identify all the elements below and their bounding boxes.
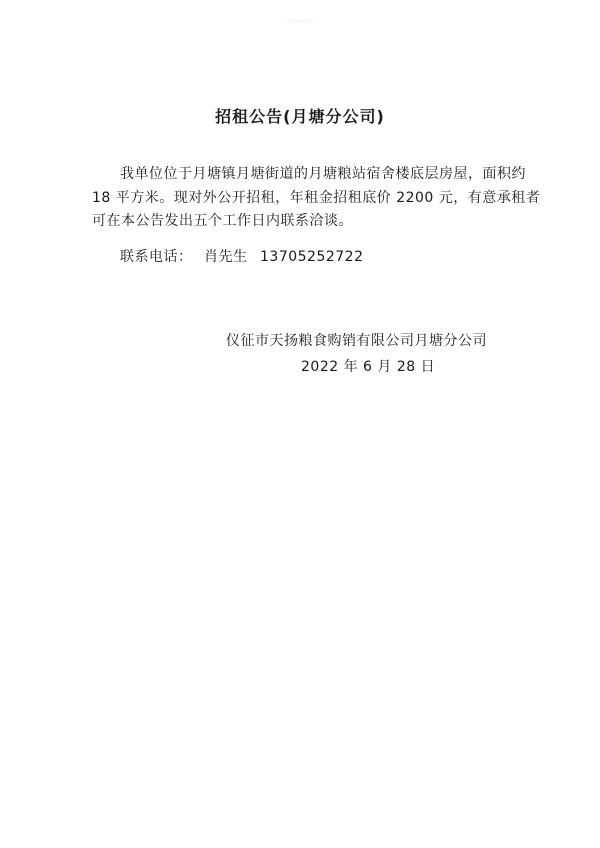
issuer-signature: 仪征市天扬粮食购销有限公司月塘分公司 xyxy=(226,333,487,349)
body-line-1 xyxy=(92,163,526,187)
body-line-2: 18 平方米。现对外公开招租，年租金招租底价 2200 元，有意承租者 xyxy=(92,189,541,206)
body-line-3: 可在本公告发出五个工作日内联系洽谈。 xyxy=(92,213,353,229)
issue-date: 2022 年 6 月 28 日 xyxy=(301,359,436,375)
contact-phone: 13705252722 xyxy=(260,249,364,265)
scan-shadow xyxy=(270,18,330,24)
page-title: 招租公告(月塘分公司) xyxy=(215,107,385,126)
contact-line xyxy=(120,246,363,266)
contact-person: 肖先生 xyxy=(204,249,248,265)
body-line-1-text: 我单位位于月塘镇月塘街道的月塘粮站宿舍楼底层房屋，面积约 xyxy=(120,166,526,182)
announcement-body xyxy=(92,163,541,234)
contact-label: 联系电话： xyxy=(120,249,193,265)
